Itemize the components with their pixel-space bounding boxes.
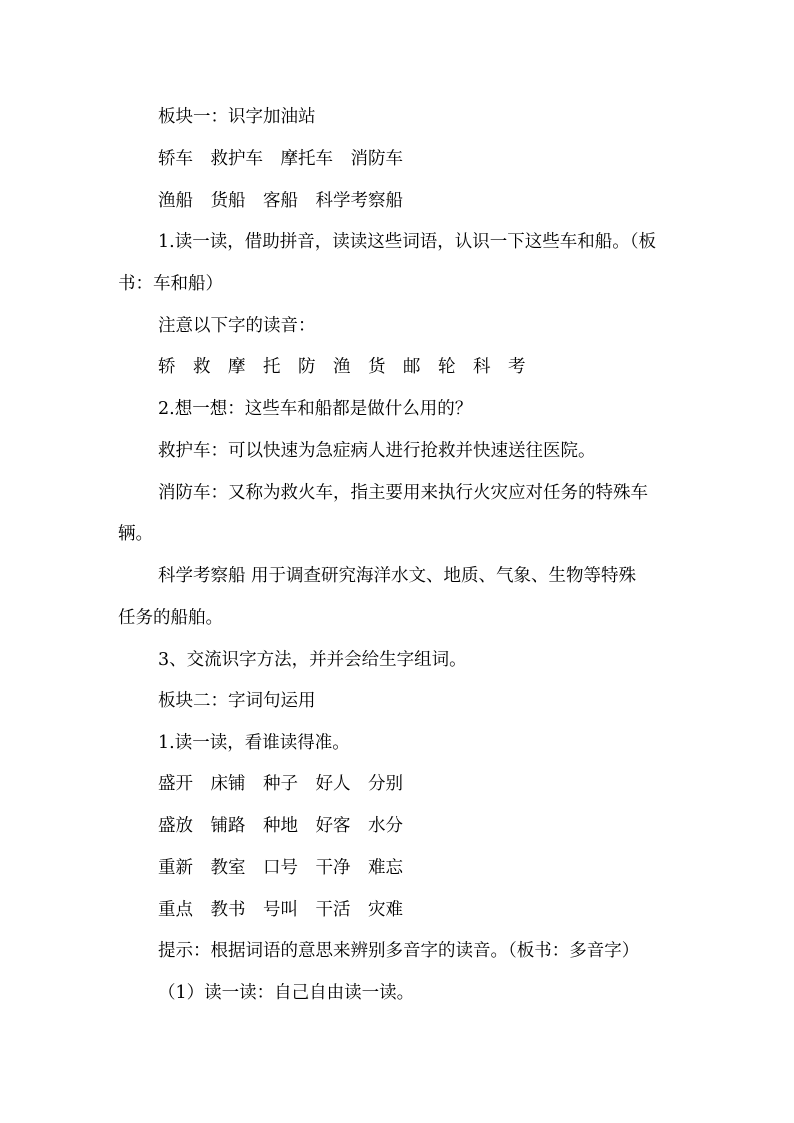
section-heading-1: 板块一：识字加油站 xyxy=(158,107,316,127)
word-row-3: 重新 教室 口号 干净 难忘 xyxy=(158,858,403,878)
polyphone-tip: 提示：根据词语的意思来辨别多音字的读音。（板书：多音字） xyxy=(158,941,640,961)
vehicle-words-line: 轿车 救护车 摩托车 消防车 xyxy=(158,149,403,169)
research-ship-explanation-line-2: 任务的船舶。 xyxy=(118,608,223,628)
fire-truck-explanation-line-2: 辆。 xyxy=(118,524,153,544)
word-row-1: 盛开 床铺 种子 好人 分别 xyxy=(158,774,403,794)
research-ship-explanation-line-1: 科学考察船 用于调查研究海洋水文、地质、气象、生物等特殊 xyxy=(158,566,637,586)
pronunciation-note: 注意以下字的读音： xyxy=(158,316,316,336)
ship-words-line: 渔船 货船 客船 科学考察船 xyxy=(158,191,403,211)
fire-truck-explanation-line-1: 消防车：又称为救火车，指主要用来执行火灾应对任务的特殊车 xyxy=(158,483,648,503)
sub-instruction-read-freely: （1）读一读：自己自由读一读。 xyxy=(158,983,415,1003)
instruction-read-accurately: 1.读一读，看谁读得准。 xyxy=(158,733,350,753)
instruction-read-line-2: 书：车和船） xyxy=(118,274,223,294)
instruction-read-line-1: 1.读一读，借助拼音，读读这些词语，认识一下这些车和船。（板 xyxy=(158,232,656,252)
instruction-think: 2.想一想：这些车和船都是做什么用的？ xyxy=(158,399,473,419)
pronunciation-characters: 轿 救 摩 托 防 渔 货 邮 轮 科 考 xyxy=(158,357,526,377)
ambulance-explanation: 救护车：可以快速为急症病人进行抢救并快速送往医院。 xyxy=(158,441,596,461)
word-row-4: 重点 教书 号叫 干活 灾难 xyxy=(158,900,403,920)
word-row-2: 盛放 铺路 种地 好客 水分 xyxy=(158,816,403,836)
instruction-exchange: 3、交流识字方法，并并会给生字组词。 xyxy=(158,650,467,670)
section-heading-2: 板块二：字词句运用 xyxy=(158,691,316,711)
